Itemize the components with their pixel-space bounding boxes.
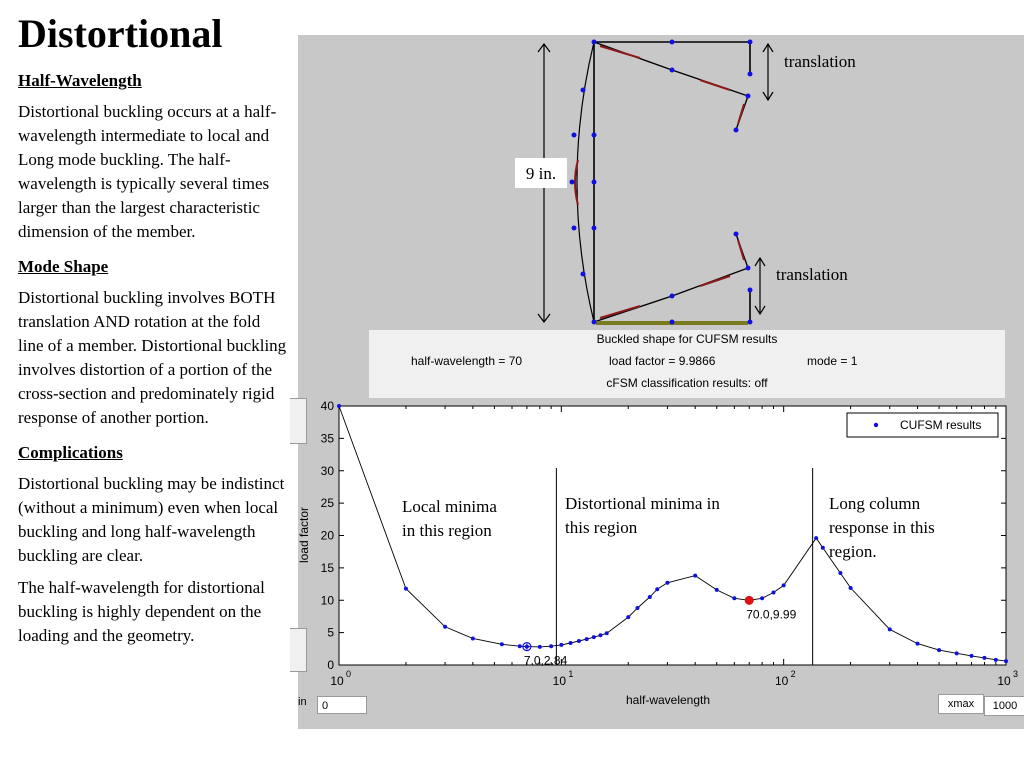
y-tick-label: 35 xyxy=(320,431,334,446)
x-tick-exponent: 3 xyxy=(1013,669,1019,679)
xmin-input[interactable]: 0 xyxy=(317,696,367,714)
data-point xyxy=(937,648,941,652)
translation-label-bottom: translation xyxy=(776,265,848,284)
data-point xyxy=(635,606,639,610)
data-point xyxy=(443,625,447,629)
data-point xyxy=(665,581,669,585)
slide-title: Distortional xyxy=(18,11,223,56)
data-point xyxy=(559,643,563,647)
data-point xyxy=(598,633,602,637)
data-point xyxy=(888,627,892,631)
legend-marker xyxy=(874,423,878,427)
region-label-line: in this region xyxy=(402,521,492,540)
data-point xyxy=(782,583,786,587)
y-tick-label: 40 xyxy=(320,399,334,413)
x-tick-label: 10 xyxy=(330,674,344,688)
info-classification: cFSM classification results: off xyxy=(606,376,768,390)
y-tick-label: 0 xyxy=(327,658,334,672)
point-label: 70.0,9.99 xyxy=(746,607,797,622)
data-point xyxy=(585,637,589,641)
data-point xyxy=(655,587,659,591)
x-tick-exponent: 0 xyxy=(346,669,352,679)
data-point xyxy=(648,595,652,599)
x-tick-exponent: 2 xyxy=(790,669,796,679)
translation-label-top: translation xyxy=(784,52,856,71)
xmax-label: xmax xyxy=(938,694,984,714)
depth-label: 9 in. xyxy=(525,164,557,183)
xmin-label: in xyxy=(298,696,307,708)
region-label-line: region. xyxy=(829,542,877,561)
info-mode: mode = 1 xyxy=(807,354,858,368)
data-point xyxy=(821,546,825,550)
info-half-wavelength: half-wavelength = 70 xyxy=(411,354,523,368)
x-tick-exponent: 1 xyxy=(568,669,574,679)
y-tick-label: 25 xyxy=(320,496,334,511)
data-point xyxy=(569,641,573,645)
data-point xyxy=(849,586,853,590)
x-tick-label: 10 xyxy=(997,674,1011,688)
paragraph-half-wavelength: Distortional buckling occurs at a half-wavelength intermediate to local and Long mode buckling. The half-wavelength is typically several times larger than the largest characteristic dimension of the member. xyxy=(18,102,277,241)
xmax-input[interactable]: 1000 xyxy=(984,696,1024,716)
y-tick-label: 5 xyxy=(327,625,334,640)
data-point xyxy=(771,590,775,594)
paragraph-mode-shape: Distortional buckling involves BOTH translation AND rotation at the fold line of a member. Distortional buckling involves distortion of a portion of the cross-section and predominately rigid response of another portion. xyxy=(18,288,287,427)
data-point xyxy=(760,596,764,600)
data-point xyxy=(549,644,553,648)
data-point xyxy=(518,644,522,648)
x-tick-label: 10 xyxy=(774,674,789,688)
data-point xyxy=(814,536,818,540)
data-point xyxy=(538,645,542,649)
data-point xyxy=(626,615,630,619)
y-tick-label: 10 xyxy=(320,593,334,608)
y-tick-label: 30 xyxy=(320,463,334,478)
data-point xyxy=(982,656,986,660)
y-tick-label: 15 xyxy=(320,560,334,575)
data-point xyxy=(1004,659,1008,663)
data-point xyxy=(970,654,974,658)
heading-mode-shape: Mode Shape xyxy=(18,257,109,276)
info-title: Buckled shape for CUFSM results xyxy=(596,332,778,346)
data-point xyxy=(715,588,719,592)
data-point xyxy=(994,658,998,662)
info-load-factor: load factor = 9.9866 xyxy=(609,354,716,368)
y-axis-label: load factor xyxy=(297,506,311,564)
distortional-minimum-marker xyxy=(745,596,754,605)
data-point xyxy=(955,651,959,655)
data-point xyxy=(693,574,697,578)
data-point xyxy=(404,587,408,591)
data-point xyxy=(916,642,920,646)
region-label-line: this region xyxy=(565,518,638,537)
data-point xyxy=(605,631,609,635)
heading-half-wavelength: Half-Wavelength xyxy=(18,71,142,90)
data-point xyxy=(577,639,581,643)
legend xyxy=(847,413,998,437)
region-label-line: response in this xyxy=(829,518,935,537)
data-point xyxy=(471,636,475,640)
paragraph-complications-2: The half-wavelength for distortional buckling is highly dependent on the loading and the geometry. xyxy=(18,578,265,645)
region-label-line: Long column xyxy=(829,494,921,513)
x-tick-label: 10 xyxy=(552,674,567,688)
point-label: 7.0,2.84 xyxy=(523,653,568,668)
paragraph-complications-1: Distortional buckling may be indistinct (without a minimum) even when local buckling and long half-wavelength buckling are clear. xyxy=(18,474,285,565)
data-point xyxy=(500,642,504,646)
heading-complications: Complications xyxy=(18,443,123,462)
y-tick-label: 20 xyxy=(320,528,334,543)
legend-label: CUFSM results xyxy=(900,418,982,432)
data-point xyxy=(337,404,341,408)
x-axis-label: half-wavelength xyxy=(625,693,711,707)
data-point xyxy=(838,571,842,575)
region-label-line: Local minima xyxy=(402,497,497,516)
data-point xyxy=(592,635,596,639)
region-label-line: Distortional minima in xyxy=(565,494,720,513)
data-point xyxy=(732,596,736,600)
